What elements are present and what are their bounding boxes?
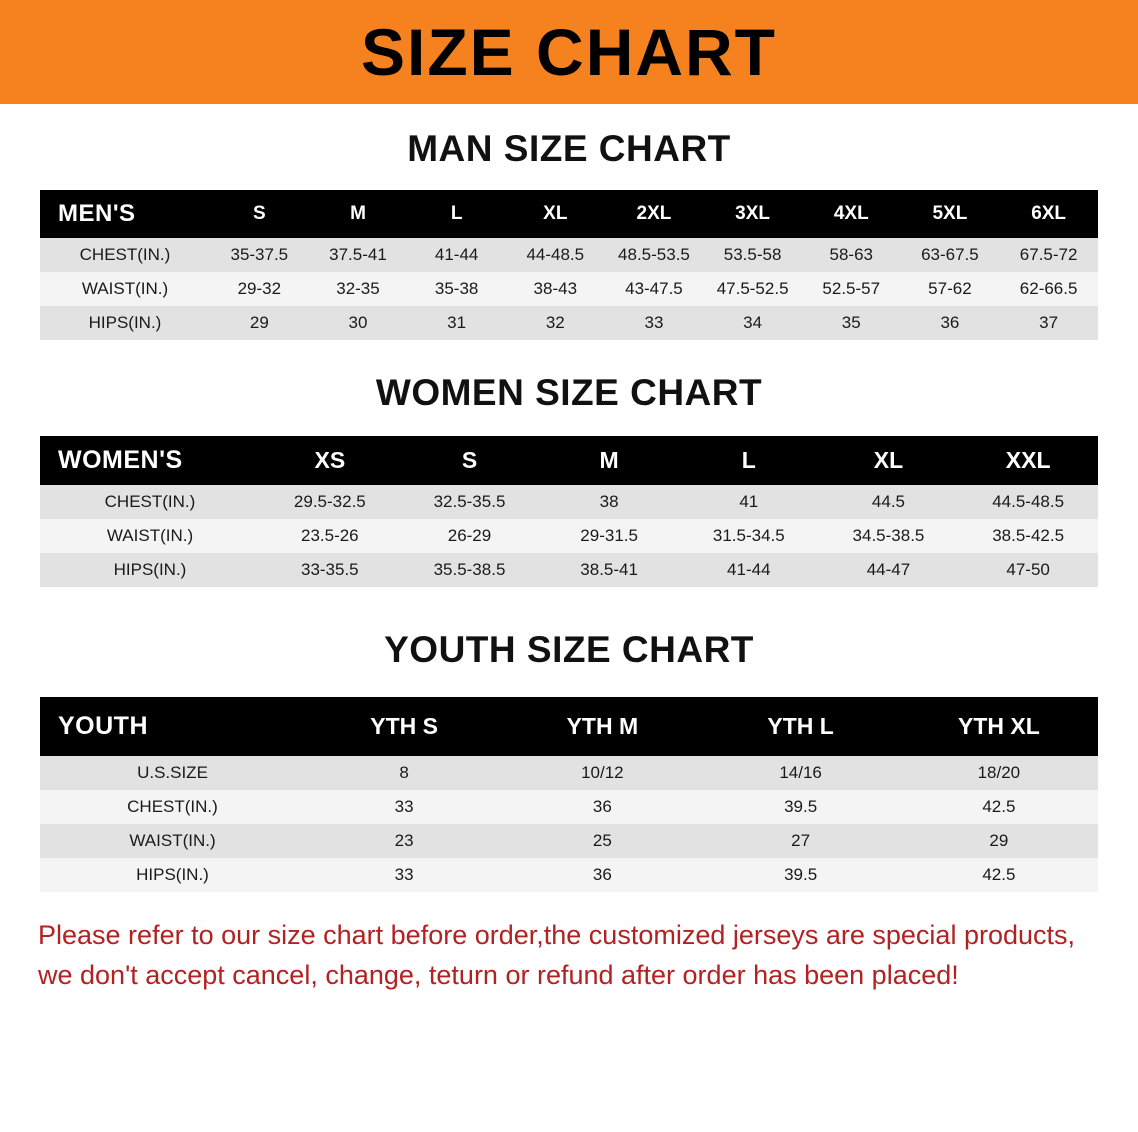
youth-table-header-row xyxy=(40,697,1098,756)
women-table-header-row xyxy=(40,436,1098,485)
disclaimer-note xyxy=(38,916,1100,996)
youth-cell-1-0: 33 xyxy=(305,790,503,824)
man-section-title: MAN SIZE CHART xyxy=(407,128,731,169)
man-size-header-1: M xyxy=(350,203,366,224)
man-cell-2-0: 29 xyxy=(210,306,309,340)
man-size-header-4: 2XL xyxy=(636,203,672,224)
man-cell-0-4: 48.5-53.5 xyxy=(605,238,704,272)
women-size-header-0: XS xyxy=(314,447,346,473)
youth-cell-3-3: 42.5 xyxy=(900,858,1098,892)
man-row-label-1: WAIST(IN.) xyxy=(40,272,210,306)
women-cell-2-3: 41-44 xyxy=(679,553,819,587)
table-row xyxy=(40,272,1098,306)
man-size-header-6: 4XL xyxy=(833,203,869,224)
man-cell-2-7: 36 xyxy=(901,306,1000,340)
man-cell-1-3: 38-43 xyxy=(506,272,605,306)
page-title: SIZE CHART xyxy=(361,15,777,89)
man-cell-0-3: 44-48.5 xyxy=(506,238,605,272)
youth-cell-0-3: 18/20 xyxy=(900,756,1098,790)
man-size-header-8: 6XL xyxy=(1031,203,1067,224)
man-cell-2-3: 32 xyxy=(506,306,605,340)
women-cell-0-3: 41 xyxy=(679,485,819,519)
table-row xyxy=(40,824,1098,858)
women-cell-1-0: 23.5-26 xyxy=(260,519,400,553)
man-cell-0-0: 35-37.5 xyxy=(210,238,309,272)
women-size-header-1: S xyxy=(461,447,478,473)
man-size-header-5: 3XL xyxy=(735,203,771,224)
women-cell-2-0: 33-35.5 xyxy=(260,553,400,587)
women-row-label-2: HIPS(IN.) xyxy=(40,553,260,587)
youth-size-table xyxy=(40,697,1098,892)
youth-size-header-3: YTH XL xyxy=(957,713,1040,739)
disclaimer-line-2: we don't accept cancel, change, teturn or refund after order has been placed! xyxy=(38,959,959,990)
table-row xyxy=(40,553,1098,587)
youth-header-label: YOUTH xyxy=(58,712,148,740)
women-cell-2-5: 47-50 xyxy=(958,553,1098,587)
man-cell-1-5: 47.5-52.5 xyxy=(703,272,802,306)
man-size-header-7: 5XL xyxy=(932,203,968,224)
youth-size-header-0: YTH S xyxy=(370,713,438,739)
women-cell-2-2: 38.5-41 xyxy=(539,553,679,587)
women-size-header-2: M xyxy=(599,447,619,473)
youth-cell-1-3: 42.5 xyxy=(900,790,1098,824)
women-cell-2-4: 44-47 xyxy=(819,553,959,587)
man-header-label: MEN'S xyxy=(58,200,136,227)
women-cell-1-3: 31.5-34.5 xyxy=(679,519,819,553)
man-cell-1-8: 62-66.5 xyxy=(999,272,1098,306)
man-cell-0-7: 63-67.5 xyxy=(901,238,1000,272)
youth-row-label-0: U.S.SIZE xyxy=(40,756,305,790)
table-row xyxy=(40,790,1098,824)
man-cell-2-1: 30 xyxy=(309,306,408,340)
man-cell-2-2: 31 xyxy=(407,306,506,340)
women-size-header-5: XXL xyxy=(1005,447,1051,473)
youth-size-header-2: YTH L xyxy=(767,713,834,739)
man-table-wrap xyxy=(40,190,1098,340)
man-cell-1-1: 32-35 xyxy=(309,272,408,306)
youth-cell-3-0: 33 xyxy=(305,858,503,892)
women-row-label-0: CHEST(IN.) xyxy=(40,485,260,519)
table-row xyxy=(40,858,1098,892)
youth-cell-3-1: 36 xyxy=(503,858,701,892)
man-cell-0-8: 67.5-72 xyxy=(999,238,1098,272)
youth-row-label-3: HIPS(IN.) xyxy=(40,858,305,892)
man-cell-1-2: 35-38 xyxy=(407,272,506,306)
youth-cell-1-2: 39.5 xyxy=(702,790,900,824)
women-table-wrap xyxy=(40,436,1098,587)
youth-row-label-2: WAIST(IN.) xyxy=(40,824,305,858)
man-cell-1-6: 52.5-57 xyxy=(802,272,901,306)
man-cell-2-6: 35 xyxy=(802,306,901,340)
page-banner xyxy=(0,0,1138,104)
man-size-table xyxy=(40,190,1098,340)
man-cell-2-5: 34 xyxy=(703,306,802,340)
youth-cell-3-2: 39.5 xyxy=(702,858,900,892)
man-size-header-0: S xyxy=(252,203,266,224)
table-row xyxy=(40,238,1098,272)
youth-cell-2-1: 25 xyxy=(503,824,701,858)
women-cell-0-1: 32.5-35.5 xyxy=(400,485,540,519)
man-cell-1-7: 57-62 xyxy=(901,272,1000,306)
disclaimer-line-1: Please refer to our size chart before order,the customized jerseys are special products, xyxy=(38,920,1076,950)
man-table-header-row xyxy=(40,190,1098,238)
women-cell-2-1: 35.5-38.5 xyxy=(400,553,540,587)
man-row-label-2: HIPS(IN.) xyxy=(40,306,210,340)
youth-table-wrap xyxy=(40,697,1098,892)
youth-cell-2-2: 27 xyxy=(702,824,900,858)
man-cell-1-4: 43-47.5 xyxy=(605,272,704,306)
man-cell-2-8: 37 xyxy=(999,306,1098,340)
man-size-header-3: XL xyxy=(543,203,568,224)
women-cell-0-0: 29.5-32.5 xyxy=(260,485,400,519)
women-cell-1-1: 26-29 xyxy=(400,519,540,553)
women-section-title: WOMEN SIZE CHART xyxy=(375,372,763,413)
man-size-header-2: L xyxy=(450,203,463,224)
youth-size-header-1: YTH M xyxy=(566,713,639,739)
women-cell-0-5: 44.5-48.5 xyxy=(958,485,1098,519)
youth-cell-1-1: 36 xyxy=(503,790,701,824)
table-row xyxy=(40,485,1098,519)
youth-cell-0-0: 8 xyxy=(305,756,503,790)
youth-cell-0-2: 14/16 xyxy=(702,756,900,790)
youth-cell-2-3: 29 xyxy=(900,824,1098,858)
youth-cell-2-0: 23 xyxy=(305,824,503,858)
man-cell-1-0: 29-32 xyxy=(210,272,309,306)
youth-section-title: YOUTH SIZE CHART xyxy=(384,629,754,670)
youth-cell-0-1: 10/12 xyxy=(503,756,701,790)
women-cell-0-4: 44.5 xyxy=(819,485,959,519)
women-cell-1-2: 29-31.5 xyxy=(539,519,679,553)
women-row-label-1: WAIST(IN.) xyxy=(40,519,260,553)
table-row xyxy=(40,519,1098,553)
table-row xyxy=(40,756,1098,790)
youth-row-label-1: CHEST(IN.) xyxy=(40,790,305,824)
women-cell-1-5: 38.5-42.5 xyxy=(958,519,1098,553)
man-cell-2-4: 33 xyxy=(605,306,704,340)
man-cell-0-6: 58-63 xyxy=(802,238,901,272)
man-cell-0-2: 41-44 xyxy=(407,238,506,272)
women-cell-1-4: 34.5-38.5 xyxy=(819,519,959,553)
women-header-label: WOMEN'S xyxy=(58,446,183,474)
table-row xyxy=(40,306,1098,340)
women-cell-0-2: 38 xyxy=(539,485,679,519)
man-cell-0-5: 53.5-58 xyxy=(703,238,802,272)
women-size-header-3: L xyxy=(741,447,756,473)
women-size-table xyxy=(40,436,1098,587)
man-row-label-0: CHEST(IN.) xyxy=(40,238,210,272)
man-cell-0-1: 37.5-41 xyxy=(309,238,408,272)
women-size-header-4: XL xyxy=(873,447,904,473)
